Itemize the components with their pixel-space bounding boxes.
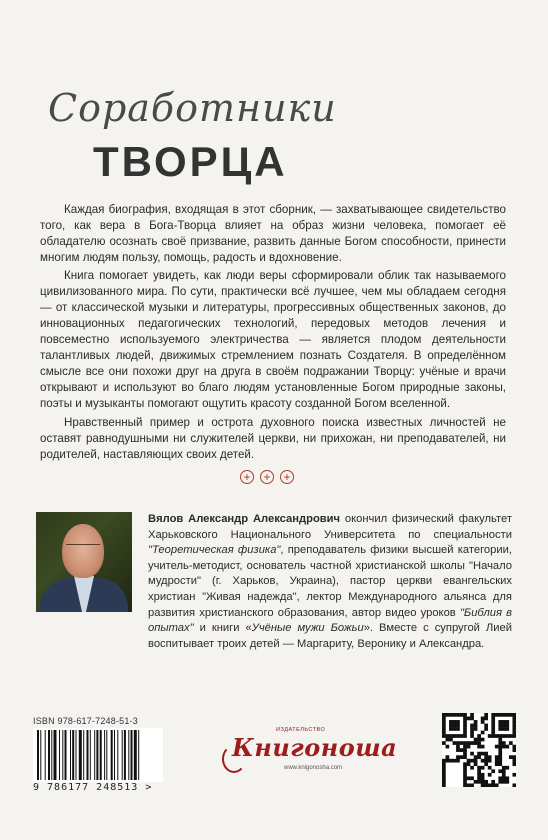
qr-module (477, 780, 481, 784)
author-name: Вялов Александр Александрович (148, 513, 341, 525)
qr-module (453, 741, 457, 745)
qr-module (463, 755, 467, 759)
qr-module (456, 727, 460, 731)
qr-module (512, 783, 516, 787)
barcode-digits: 9 786177 248513 > (33, 782, 153, 793)
barcode-bar (100, 730, 102, 780)
qr-module (512, 773, 516, 777)
bio-part-3: и книги « (193, 622, 252, 635)
qr-module (460, 713, 464, 717)
qr-module (502, 773, 506, 777)
qr-module (505, 713, 509, 717)
qr-module (505, 766, 509, 770)
qr-module (446, 759, 450, 763)
qr-module (474, 759, 478, 763)
qr-module (463, 769, 467, 773)
qr-module (477, 752, 481, 756)
qr-module (477, 755, 481, 759)
qr-module (495, 762, 499, 766)
author-photo-glasses (66, 544, 100, 553)
barcode-bar (40, 730, 41, 780)
qr-module (512, 748, 516, 752)
qr-module (446, 738, 450, 742)
qr-module (460, 748, 464, 752)
qr-module (505, 727, 509, 731)
barcode-bar (54, 730, 57, 780)
qr-module (442, 724, 446, 728)
barcode-bar (104, 730, 105, 780)
barcode-bar (51, 730, 52, 780)
cross-icon: + (260, 470, 274, 484)
qr-module (498, 748, 502, 752)
qr-module (509, 741, 513, 745)
qr-module (481, 752, 485, 756)
barcode-bar (134, 730, 137, 780)
paragraph-1-text: Каждая биография, входящая в этот сборник, — захватывающее свидетельство того, как вера в Бога-Творца влияет на образ жизни человека, помогает её обладателю осознать своё призвание, развить данные Богом способности, принести многим людям пользу, помощь, радость и вдохновение. (40, 203, 506, 264)
qr-module (491, 717, 495, 721)
qr-module (463, 783, 467, 787)
qr-module (509, 734, 513, 738)
qr-module (463, 741, 467, 745)
qr-module (484, 752, 488, 756)
barcode-bar (122, 730, 123, 780)
barcode-bar (106, 730, 107, 780)
barcode-bar (131, 730, 133, 780)
qr-module (512, 745, 516, 749)
qr-module (456, 748, 460, 752)
barcode-bar (65, 730, 67, 780)
bio-part-2: , преподаватель физики высшей категории, учитель-методист, основатель частной христианской школы "Начало мудрости" (г. Харьков, Украина), пастор церкви евангельских христиан "Живая надежда", лектор Международного альянса для развития христианского образования, автор видео уроков (148, 544, 512, 619)
bio-book: Учёные мужи Божьи (251, 622, 364, 635)
qr-module (456, 759, 460, 763)
qr-module (498, 734, 502, 738)
qr-module (495, 755, 499, 759)
qr-module (449, 738, 453, 742)
qr-module (498, 776, 502, 780)
qr-module (481, 776, 485, 780)
qr-module (491, 780, 495, 784)
barcode-bar (114, 730, 115, 780)
qr-module (512, 713, 516, 717)
qr-module (484, 724, 488, 728)
qr-module (505, 734, 509, 738)
qr-module (463, 776, 467, 780)
qr-module (498, 720, 502, 724)
qr-module (488, 734, 492, 738)
qr-module (498, 759, 502, 763)
qr-module (491, 720, 495, 724)
qr-module (463, 766, 467, 770)
qr-module (463, 724, 467, 728)
qr-module (456, 724, 460, 728)
qr-module (477, 773, 481, 777)
qr-module (491, 783, 495, 787)
paragraph-2-text: Книга помогает увидеть, как люди веры сформировали облик так называемого цивилизованного мира. По сути, практически всё лучшее, чем мы обладаем сегодня — от классической музыки и литературы, прогрессивных общественных законов, до инновационных педагогических технологий, передовых методов лечения и повсеместно используемого электричества — является плодом деятельности талантливых людей, движимых стремлением познать Создателя. В определённом смысле все они похожи друг на друга в своём подражании Творцу: учёные и врачи открывают и используют во благо людям установленные Богом природные законы, поэты и музыканты помогают ощутить красоту созданной Богом вселенной. (40, 269, 506, 410)
qr-module (470, 731, 474, 735)
qr-module (467, 783, 471, 787)
qr-module (484, 755, 488, 759)
barcode-bar (94, 730, 95, 780)
qr-module (474, 780, 478, 784)
qr-module (502, 727, 506, 731)
qr-module (453, 724, 457, 728)
author-photo (36, 512, 132, 612)
publisher-logo (222, 727, 398, 785)
barcode-bar (62, 730, 63, 780)
qr-module (505, 720, 509, 724)
qr-module (467, 717, 471, 721)
qr-module (446, 745, 450, 749)
qr-module (502, 776, 506, 780)
qr-module (502, 766, 506, 770)
qr-module (509, 713, 513, 717)
qr-module (505, 745, 509, 749)
title-main: ТВОРЦА (93, 138, 288, 185)
qr-module (481, 773, 485, 777)
qr-module (498, 755, 502, 759)
qr-module (460, 741, 464, 745)
qr-module (449, 713, 453, 717)
qr-module (442, 713, 446, 717)
qr-module (488, 783, 492, 787)
qr-module (491, 727, 495, 731)
qr-module (495, 759, 499, 763)
qr-module (474, 724, 478, 728)
cross-icon: + (240, 470, 254, 484)
qr-module (502, 745, 506, 749)
qr-module (481, 745, 485, 749)
qr-module (498, 738, 502, 742)
qr-module (449, 734, 453, 738)
qr-module (442, 769, 446, 773)
qr-module (463, 727, 467, 731)
qr-module (495, 783, 499, 787)
qr-module (463, 731, 467, 735)
barcode-bar (117, 730, 118, 780)
bio-part-1: окончил физический факультет Харьковского Национального Университета по специальности (148, 513, 512, 541)
qr-module (442, 776, 446, 780)
qr-module (481, 759, 485, 763)
qr-module (495, 713, 499, 717)
qr-module (491, 713, 495, 717)
qr-module (477, 766, 481, 770)
qr-module (463, 720, 467, 724)
qr-module (505, 780, 509, 784)
qr-module (512, 717, 516, 721)
qr-module (467, 745, 471, 749)
qr-module (491, 734, 495, 738)
qr-module (463, 734, 467, 738)
qr-module (474, 738, 478, 742)
qr-module (474, 741, 478, 745)
qr-module (484, 759, 488, 763)
qr-module (498, 745, 502, 749)
qr-module (512, 727, 516, 731)
publisher-url: www.knigonosha.com (284, 765, 343, 771)
qr-module (470, 717, 474, 721)
qr-module (470, 783, 474, 787)
qr-module (453, 727, 457, 731)
barcode-bar (111, 730, 113, 780)
qr-module (470, 713, 474, 717)
qr-module (442, 766, 446, 770)
qr-module (442, 717, 446, 721)
author-bio (148, 512, 512, 652)
qr-module (498, 741, 502, 745)
barcode-bar (48, 730, 50, 780)
qr-module (442, 759, 446, 763)
qr-module (449, 720, 453, 724)
qr-module (456, 755, 460, 759)
qr-module (512, 724, 516, 728)
qr-module (463, 713, 467, 717)
qr-module (481, 738, 485, 742)
qr-module (502, 724, 506, 728)
barcode-bar (96, 730, 98, 780)
qr-module (481, 717, 485, 721)
qr-module (449, 727, 453, 731)
qr-module (442, 773, 446, 777)
barcode-bar (79, 730, 82, 780)
qr-module (467, 762, 471, 766)
qr-module (463, 762, 467, 766)
qr-module (498, 769, 502, 773)
qr-module (484, 783, 488, 787)
qr-module (498, 727, 502, 731)
qr-module (498, 752, 502, 756)
qr-module (456, 745, 460, 749)
qr-module (512, 755, 516, 759)
qr-module (467, 776, 471, 780)
qr-module (460, 734, 464, 738)
qr-module (456, 720, 460, 724)
title-script: Соработники (48, 86, 337, 130)
qr-module (453, 713, 457, 717)
qr-module (477, 769, 481, 773)
barcode-bar (138, 730, 139, 780)
qr-module (488, 755, 492, 759)
qr-module (477, 741, 481, 745)
qr-module (470, 724, 474, 728)
barcode-bar (128, 730, 129, 780)
qr-module (512, 734, 516, 738)
qr-module (463, 780, 467, 784)
qr-module (456, 734, 460, 738)
cross-icon: + (280, 470, 294, 484)
qr-module (456, 741, 460, 745)
qr-module (442, 780, 446, 784)
barcode (33, 728, 163, 782)
qr-module (502, 734, 506, 738)
qr-module (488, 759, 492, 763)
qr-module (442, 727, 446, 731)
paragraph-3 (40, 415, 506, 463)
qr-module (484, 762, 488, 766)
qr-module (502, 713, 506, 717)
qr-module (484, 727, 488, 731)
qr-module (470, 776, 474, 780)
qr-module (488, 766, 492, 770)
qr-module (498, 713, 502, 717)
barcode-bar (37, 730, 39, 780)
publisher-name: Книгоноша (232, 733, 398, 762)
qr-module (481, 731, 485, 735)
qr-module (446, 713, 450, 717)
bio-specialty: "Теоретическая физика" (148, 544, 281, 557)
qr-module (477, 745, 481, 749)
qr-module (484, 780, 488, 784)
qr-module (442, 720, 446, 724)
qr-module (453, 720, 457, 724)
qr-module (481, 783, 485, 787)
qr-module (474, 762, 478, 766)
qr-module (460, 755, 464, 759)
qr-module (453, 734, 457, 738)
qr-module (491, 724, 495, 728)
qr-module (491, 731, 495, 735)
bio-part-4: ». Вместе с супругой Лией воспитывает троих детей — Маргариту, Веронику и Александра. (148, 622, 512, 650)
barcode-bar (72, 730, 74, 780)
qr-module (498, 724, 502, 728)
qr-module (498, 762, 502, 766)
qr-module (456, 713, 460, 717)
qr-module (512, 731, 516, 735)
barcode-bar (76, 730, 77, 780)
qr-module (502, 741, 506, 745)
qr-module (467, 741, 471, 745)
qr-module (470, 766, 474, 770)
qr-module (463, 745, 467, 749)
qr-module (463, 752, 467, 756)
paragraph-2 (40, 268, 506, 412)
qr-module (442, 734, 446, 738)
qr-module (484, 713, 488, 717)
paragraph-3-text: Нравственный пример и острота духовного поиска известных личностей не оставят равнодушными ни служителей церкви, ни прихожан, ни преподавателей, ни родителей, наставляющих своих детей. (40, 416, 506, 461)
qr-module (502, 780, 506, 784)
qr-module (505, 776, 509, 780)
barcode-bar (90, 730, 91, 780)
qr-module (491, 769, 495, 773)
qr-module (470, 741, 474, 745)
barcode-bar (45, 730, 46, 780)
qr-module (481, 780, 485, 784)
qr-module (463, 748, 467, 752)
qr-module (477, 738, 481, 742)
publisher-label: ИЗДАТЕЛЬСТВО (276, 727, 326, 733)
qr-module (442, 731, 446, 735)
qr-module (477, 776, 481, 780)
barcode-bar (59, 730, 60, 780)
qr-module (467, 759, 471, 763)
qr-module (495, 745, 499, 749)
qr-module (484, 717, 488, 721)
qr-module (512, 762, 516, 766)
qr-module (505, 724, 509, 728)
qr-module (488, 773, 492, 777)
barcode-bar (83, 730, 84, 780)
qr-module (442, 783, 446, 787)
qr-code (442, 713, 516, 787)
qr-module (512, 720, 516, 724)
qr-module (463, 717, 467, 721)
barcode-bar (87, 730, 89, 780)
qr-module (502, 769, 506, 773)
qr-module (446, 755, 450, 759)
isbn: ISBN 978-617-7248-51-3 (33, 716, 138, 726)
qr-module (509, 755, 513, 759)
qr-module (512, 759, 516, 763)
cross-ornament (240, 470, 294, 484)
qr-module (446, 734, 450, 738)
qr-module (474, 720, 478, 724)
qr-module (470, 759, 474, 763)
barcode-bar (124, 730, 126, 780)
qr-module (453, 759, 457, 763)
qr-module (470, 734, 474, 738)
bio-video: "Библия в опытах" (148, 606, 512, 635)
qr-module (449, 759, 453, 763)
qr-module (470, 752, 474, 756)
qr-module (502, 720, 506, 724)
qr-module (474, 727, 478, 731)
qr-module (477, 734, 481, 738)
qr-module (495, 734, 499, 738)
qr-module (481, 766, 485, 770)
qr-module (474, 755, 478, 759)
paragraph-1 (40, 202, 506, 266)
qr-module (463, 773, 467, 777)
qr-module (442, 741, 446, 745)
barcode-bar (70, 730, 71, 780)
qr-module (481, 720, 485, 724)
qr-module (449, 724, 453, 728)
qr-module (470, 727, 474, 731)
qr-module (442, 762, 446, 766)
qr-module (498, 780, 502, 784)
